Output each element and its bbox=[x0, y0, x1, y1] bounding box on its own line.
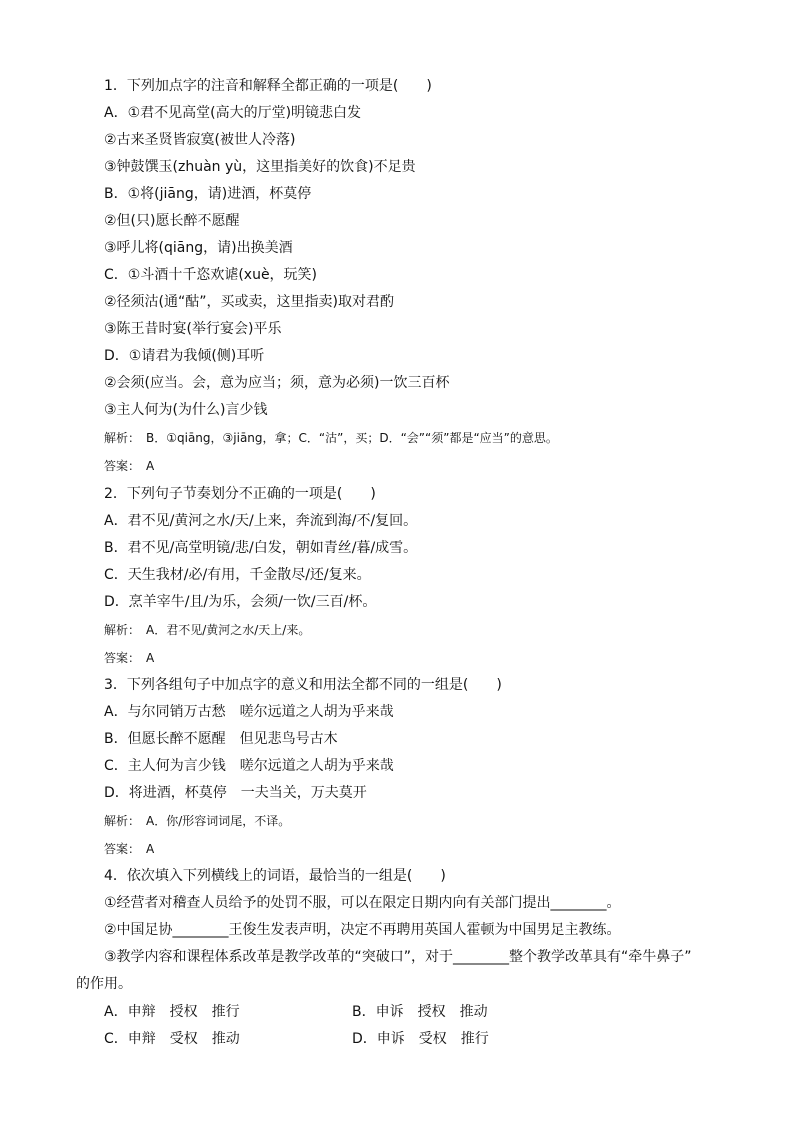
question-1-option: ③主人何为(为什么)言少钱 bbox=[104, 402, 268, 418]
question-2-option: D．烹羊宰牛/且/为乐，会须/一饮/三百/杯。 bbox=[104, 594, 377, 610]
question-4-choice-a: A．申辩 授权 推行 bbox=[104, 1004, 240, 1020]
question-1-option: ②古来圣贤皆寂寞(被世人冷落) bbox=[104, 132, 296, 148]
question-4-blank-sentence: ③教学内容和课程体系改革是教学改革的“突破口”，对于________整个教学改革具有“牵牛鼻子” bbox=[104, 949, 692, 965]
question-1-option: ②会须(应当。会，意为应当；须，意为必须)一饮三百杯 bbox=[104, 375, 450, 391]
question-1-option: ③钟鼓馔玉(zhuàn yù，这里指美好的饮食)不足贵 bbox=[104, 159, 416, 175]
question-1-option: A．①君不见高堂(高大的厅堂)明镜悲白发 bbox=[104, 105, 362, 121]
question-3-option: B．但愿长醉不愿醒 但见悲鸟号古木 bbox=[104, 731, 338, 747]
question-1-option: ③陈王昔时宴(举行宴会)平乐 bbox=[104, 321, 282, 337]
question-4-blank-sentence: ②中国足协________王俊生发表声明，决定不再聘用英国人霍顿为中国男足主教练。 bbox=[104, 922, 621, 938]
question-4-choice-b: B．申诉 授权 推动 bbox=[352, 1004, 488, 1020]
question-4-blank-sentence: ①经营者对稽查人员给予的处罚不服，可以在限定日期内向有关部门提出________。 bbox=[104, 895, 621, 911]
question-3-option: C．主人何为言少钱 嗟尔远道之人胡为乎来哉 bbox=[104, 758, 394, 774]
question-2-analysis: 解析： A．君不见/黄河之水/天上/来。 bbox=[104, 623, 311, 637]
question-4-choice-d: D．申诉 受权 推行 bbox=[352, 1031, 489, 1047]
question-2-option: C．天生我材/必/有用，千金散尽/还/复来。 bbox=[104, 567, 371, 583]
question-3-option: D．将进酒，杯莫停 一夫当关，万夫莫开 bbox=[104, 785, 367, 801]
question-3-answer: 答案： A bbox=[104, 842, 155, 856]
question-4-stem: 4．依次填入下列横线上的词语，最恰当的一组是( ) bbox=[104, 868, 446, 884]
question-1-option: D．①请君为我倾(侧)耳听 bbox=[104, 348, 265, 364]
question-4-choice-c: C．申辩 受权 推动 bbox=[104, 1031, 240, 1047]
question-2-option: B．君不见/高堂明镜/悲/白发，朝如青丝/暮/成雪。 bbox=[104, 540, 418, 556]
question-4-blank-sentence-cont: 的作用。 bbox=[76, 976, 132, 992]
question-1-option: ③呼儿将(qiāng，请)出换美酒 bbox=[104, 240, 293, 256]
question-3-option: A．与尔同销万古愁 嗟尔远道之人胡为乎来哉 bbox=[104, 704, 394, 720]
question-2-stem: 2．下列句子节奏划分不正确的一项是( ) bbox=[104, 486, 376, 502]
question-2-option: A．君不见/黄河之水/天/上来，奔流到海/不/复回。 bbox=[104, 513, 418, 529]
question-3-analysis: 解析： A．你/形容词词尾，不译。 bbox=[104, 814, 291, 828]
question-1-stem: 1．下列加点字的注音和解释全都正确的一项是( ) bbox=[104, 78, 432, 94]
question-2-answer: 答案： A bbox=[104, 651, 155, 665]
question-1-option: ②径须沽(通“酤”，买或卖，这里指卖)取对君酌 bbox=[104, 294, 394, 310]
question-1-option: C．①斗酒十千恣欢谑(xuè，玩笑) bbox=[104, 267, 318, 283]
question-1-option: B．①将(jiāng，请)进酒，杯莫停 bbox=[104, 186, 312, 202]
question-1-option: ②但(只)愿长醉不愿醒 bbox=[104, 213, 240, 229]
question-1-analysis: 解析： B．①qiāng，③jiāng，拿；C．“沽”，买；D．“会”“须”都是“应当”的意思。 bbox=[104, 431, 558, 445]
question-1-answer: 答案： A bbox=[104, 459, 155, 473]
question-3-stem: 3．下列各组句子中加点字的意义和用法全都不同的一组是( ) bbox=[104, 677, 502, 693]
